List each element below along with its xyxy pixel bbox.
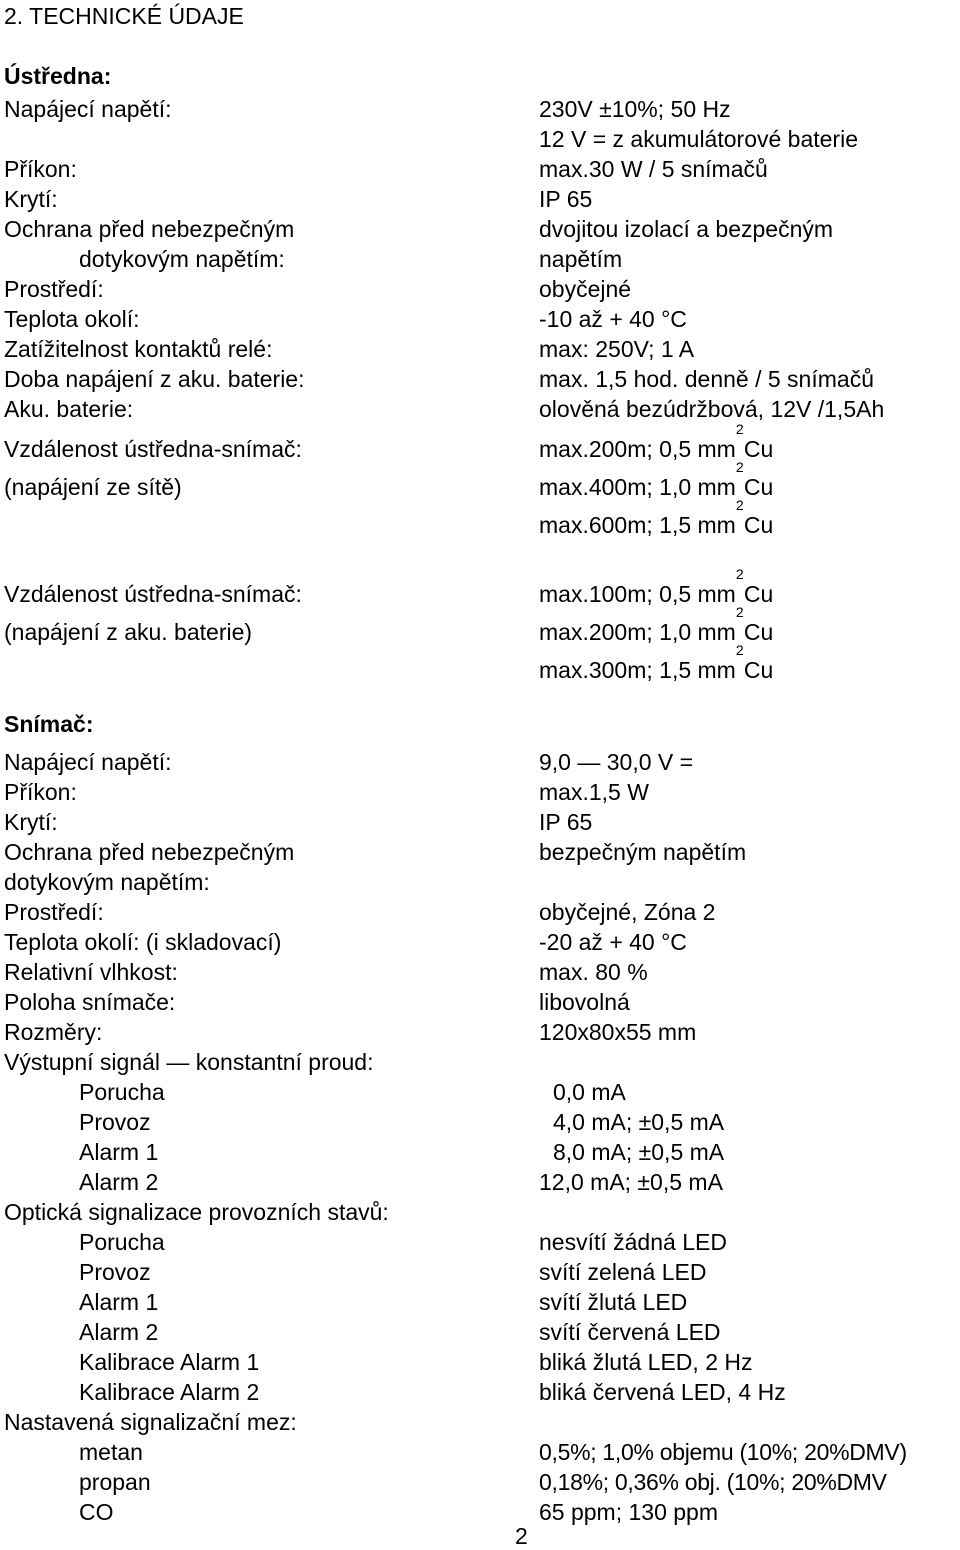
spec-sublabel: Kalibrace Alarm 1 [79,1349,260,1375]
distance-unit: Cu [743,512,774,538]
spec-sublabel: propan [79,1469,151,1495]
spec-label: Aku. baterie: [4,396,134,422]
spec-label: Vzdálenost ústředna-snímač: [4,581,302,607]
spec-value: 0,5%; 1,0% objemu (10%; 20%DMV) [539,1439,907,1465]
superscript: 2 [735,459,744,475]
spec-sublabel: CO [79,1499,114,1525]
spec-value: max. 1,5 hod. denně / 5 snímačů [539,366,874,392]
spec-label: dotykovým napětím: [79,246,285,272]
spec-value: 120x80x55 mm [539,1019,697,1045]
distance-text: max.200m; 1,0 mm [539,619,736,645]
spec-label: Poloha snímače: [4,989,176,1015]
spec-value: 0,0 mA [553,1079,626,1105]
spec-value: bliká žlutá LED, 2 Hz [539,1349,753,1375]
spec-sublabel: metan [79,1439,143,1465]
spec-sublabel: Alarm 2 [79,1169,159,1195]
spec-label: (napájení z aku. baterie) [4,619,253,645]
spec-value: 12,0 mA; ±0,5 mA [539,1169,723,1195]
spec-value: max.1,5 W [539,779,649,805]
superscript: 2 [735,497,744,513]
distance-unit: Cu [743,474,774,500]
superscript: 2 [735,421,744,437]
spec-value: 230V ±10%; 50 Hz [539,96,731,122]
spec-value: obyčejné, Zóna 2 [539,899,716,925]
page-number: 2 [515,1523,528,1549]
section-title-ustredna: Ústředna: [4,63,112,89]
spec-label: Doba napájení z aku. baterie: [4,366,305,392]
spec-label: Napájecí napětí: [4,749,172,775]
spec-label: Relativní vlhkost: [4,959,178,985]
spec-value: bliká červená LED, 4 Hz [539,1379,786,1405]
distance-text: max.600m; 1,5 mm [539,512,736,538]
spec-value: IP 65 [539,186,593,212]
spec-value: napětím [539,246,623,272]
spec-label: Ochrana před nebezpečným [4,839,295,865]
spec-value: svítí žlutá LED [539,1289,688,1315]
spec-value: 4,0 mA; ±0,5 mA [553,1109,725,1135]
spec-value: dvojitou izolací a bezpečným [539,216,834,242]
spec-label: Teplota okolí: (i skladovací) [4,929,282,955]
spec-value: obyčejné [539,276,632,302]
spec-sublabel: Alarm 1 [79,1289,159,1315]
spec-sublabel: Alarm 2 [79,1319,159,1345]
distance-text: max.100m; 0,5 mm [539,581,736,607]
spec-label: Prostředí: [4,899,104,925]
spec-value: svítí zelená LED [539,1259,707,1285]
spec-sublabel: Alarm 1 [79,1139,159,1165]
spec-sublabel: Kalibrace Alarm 2 [79,1379,260,1405]
spec-value: -20 až + 40 °C [539,929,687,955]
spec-label: Prostředí: [4,276,104,302]
spec-value: 65 ppm; 130 ppm [539,1499,719,1525]
spec-value: 12 V = z akumulátorové baterie [539,126,858,152]
spec-label: Zatížitelnost kontaktů relé: [4,336,273,362]
spec-label: Teplota okolí: [4,306,140,332]
distance-unit: Cu [743,581,774,607]
spec-sublabel: Porucha [79,1079,165,1105]
spec-label: Nastavená signalizační mez: [4,1409,297,1435]
distance-unit: Cu [743,436,774,462]
spec-value: nesvítí žádná LED [539,1229,727,1255]
spec-value: IP 65 [539,809,593,835]
spec-label: dotykovým napětím: [4,869,210,895]
spec-label: Výstupní signál — konstantní proud: [4,1049,374,1075]
spec-label: Vzdálenost ústředna-snímač: [4,436,302,462]
distance-unit: Cu [743,657,774,683]
spec-label: Krytí: [4,186,58,212]
spec-sublabel: Provoz [79,1109,151,1135]
distance-unit: Cu [743,619,774,645]
spec-value: 0,18%; 0,36% obj. (10%; 20%DMV [539,1469,887,1495]
distance-text: max.300m; 1,5 mm [539,657,736,683]
spec-value: bezpečným napětím [539,839,747,865]
section-heading: 2. TECHNICKÉ ÚDAJE [4,3,244,29]
spec-label: Ochrana před nebezpečným [4,216,295,242]
spec-label: (napájení ze sítě) [4,474,182,500]
spec-value: max: 250V; 1 A [539,336,695,362]
superscript: 2 [735,604,744,620]
spec-value: max.30 W / 5 snímačů [539,156,768,182]
spec-value: 9,0 — 30,0 V = [539,749,694,775]
spec-value: max. 80 % [539,959,648,985]
spec-value: svítí červená LED [539,1319,721,1345]
spec-value: olověná bezúdržbová, 12V /1,5Ah [539,396,885,422]
distance-text: max.200m; 0,5 mm [539,436,736,462]
superscript: 2 [735,566,744,582]
distance-value [539,497,774,538]
section-title-snimac: Snímač: [4,711,94,737]
spec-sublabel: Porucha [79,1229,165,1255]
spec-label: Příkon: [4,156,77,182]
spec-value: libovolná [539,989,630,1015]
spec-label: Krytí: [4,809,58,835]
spec-value: 8,0 mA; ±0,5 mA [553,1139,725,1165]
distance-text: max.400m; 1,0 mm [539,474,736,500]
spec-sublabel: Provoz [79,1259,151,1285]
superscript: 2 [735,642,744,658]
spec-label: Napájecí napětí: [4,96,172,122]
spec-value: -10 až + 40 °C [539,306,687,332]
spec-label: Optická signalizace provozních stavů: [4,1199,389,1225]
spec-label: Rozměry: [4,1019,103,1045]
spec-label: Příkon: [4,779,77,805]
distance-value [539,642,774,683]
